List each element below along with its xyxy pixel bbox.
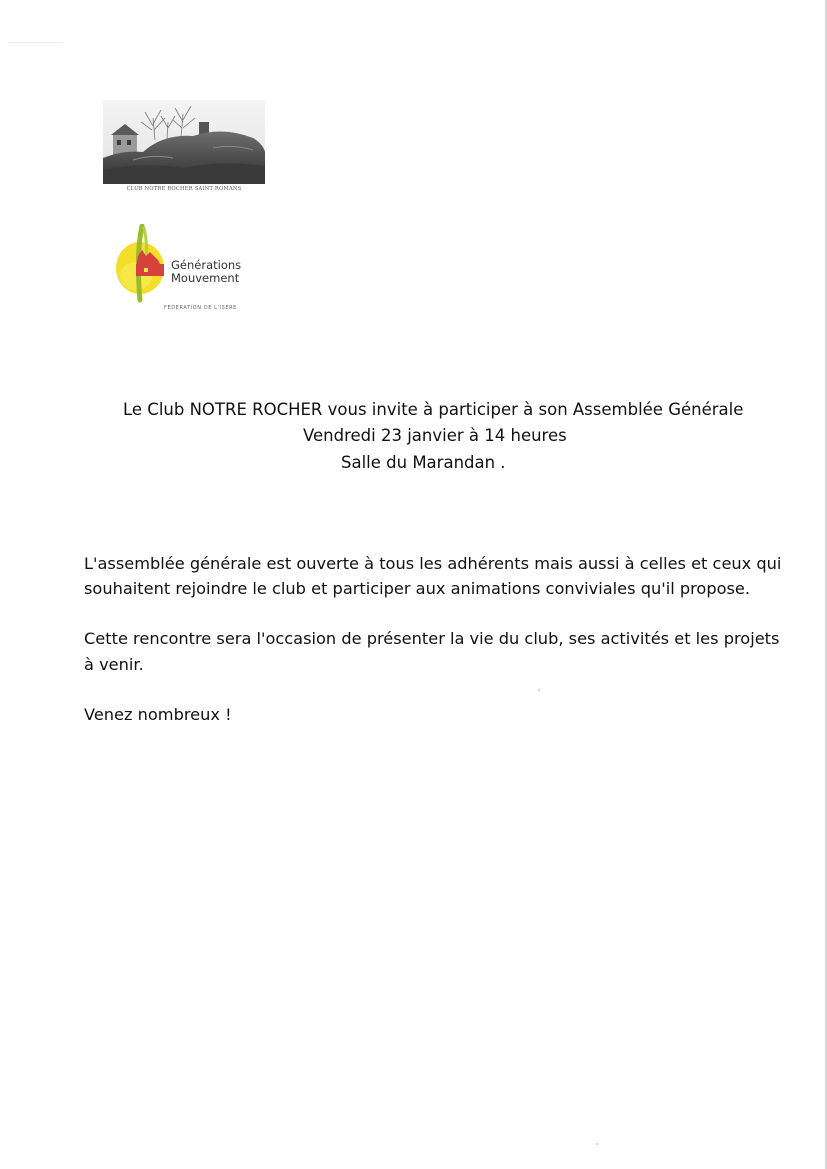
scan-artifact [8,42,63,43]
paragraph-1-line-2: souhaitent rejoindre le club et participer aux animations conviviales qu'il propose. [84,579,751,598]
generations-mouvement-logo-icon [114,224,174,304]
gm-logo-line1: Générations [171,258,242,272]
scan-dot [596,1143,598,1145]
paragraph-1-line-1: L'assemblée générale est ouverte à tous les adhérents mais aussi à celles et ceux qui [84,554,782,573]
scan-dot [538,689,540,691]
castle-photo-icon [103,100,265,184]
closing-line: Venez nombreux ! [84,705,232,724]
generations-mouvement-logo [114,224,264,316]
invitation-date: Vendredi 23 janvier à 14 heures [303,426,567,445]
gm-logo-subtitle: FEDERATION DE L'ISERE [164,305,237,311]
paragraph-2-line-2: à venir. [84,655,144,674]
invitation-venue: Salle du Marandan . [341,453,506,472]
club-logo-caption: CLUB NOTRE ROCHER SAINT ROMANS [126,186,242,192]
paragraph-2-line-1: Cette rencontre sera l'occasion de présenter la vie du club, ses activités et les projets [84,629,780,648]
invitation-line-1: Le Club NOTRE ROCHER vous invite à participer à son Assemblée Générale [123,400,744,419]
club-logo [103,100,265,200]
gm-logo-line2: Mouvement [171,271,240,285]
